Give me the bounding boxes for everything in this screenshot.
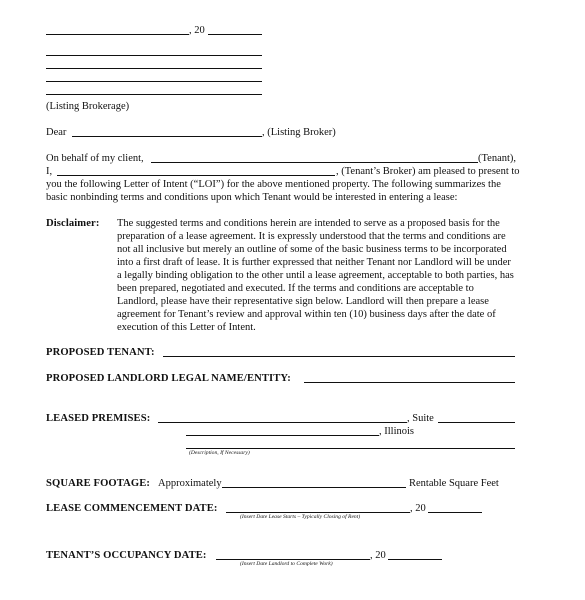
illinois-label: , Illinois <box>379 426 415 437</box>
intro-line2-prefix: I, <box>46 166 53 177</box>
square-footage-label: SQUARE FOOTAGE: <box>46 478 151 489</box>
proposed-landlord-line[interactable] <box>304 382 515 383</box>
tenant-occupancy-line[interactable] <box>216 559 370 560</box>
lease-commencement-label: LEASE COMMENCEMENT DATE: <box>46 503 218 514</box>
disclaimer-line: Landlord, please have their representative sign below. Landlord will then prepare a lease <box>117 296 489 307</box>
client-name-line[interactable] <box>151 162 478 163</box>
disclaimer-text <box>117 217 540 334</box>
proposed-tenant-label: PROPOSED TENANT: <box>46 347 155 358</box>
tenant-occupancy-hint: (Insert Date Landlord to Complete Work) <box>240 561 333 567</box>
brokerage-line-1[interactable] <box>46 55 262 56</box>
disclaimer-line: preparation of a lease agreement. It is expressly understood that the terms and conditions are <box>117 231 506 242</box>
intro-line2-suffix: , (Tenant’s Broker) am pleased to present to <box>336 166 520 177</box>
lease-commencement-hint: (Insert Date Lease Starts – Typically Closing of Rent) <box>240 514 361 520</box>
listing-brokerage-label: (Listing Brokerage) <box>46 101 130 112</box>
listing-broker-suffix: , (Listing Broker) <box>262 127 336 138</box>
disclaimer-line: The suggested terms and conditions herein are intended to serve as a proposed basis for the <box>117 218 500 229</box>
tenant-occupancy-label: TENANT’S OCCUPANCY DATE: <box>46 550 207 561</box>
disclaimer-line: execution of this Letter of Intent. <box>117 322 256 333</box>
disclaimer-line: agreement for Tenant’s review and approval within ten (10) business days after the date of <box>117 309 496 320</box>
approximately-label: Approximately <box>158 478 222 489</box>
brokerage-line-2[interactable] <box>46 68 262 69</box>
lease-commencement-year: , 20 <box>410 503 426 514</box>
intro-line1-prefix: On behalf of my client, <box>46 153 144 164</box>
brokerage-line-3[interactable] <box>46 81 262 82</box>
proposed-landlord-label: PROPOSED LANDLORD LEGAL NAME/ENTITY: <box>46 373 291 384</box>
date-year-line[interactable] <box>208 34 262 35</box>
dear-name-line[interactable] <box>72 136 262 137</box>
suite-line[interactable] <box>438 422 515 423</box>
brokerage-line-4[interactable] <box>46 94 262 95</box>
date-line[interactable] <box>46 34 189 35</box>
disclaimer-line: been prepared, negotiated and executed. If the terms and conditions are acceptable to <box>117 283 474 294</box>
leased-premises-label: LEASED PREMISES: <box>46 413 151 424</box>
disclaimer-line: into a first draft of lease. It is further expressed that neither Tenant nor Landlord will be under <box>117 257 511 268</box>
city-line[interactable] <box>186 435 379 436</box>
suite-label: , Suite <box>407 413 434 424</box>
disclaimer-line: not all inclusive but merely an outline of some of the basic business terms to be incorporated <box>117 244 507 255</box>
dear-label: Dear <box>46 127 67 138</box>
proposed-tenant-line[interactable] <box>163 356 515 357</box>
description-hint: (Description, If Necessary) <box>189 450 250 456</box>
date-year-prefix: , 20 <box>189 25 205 36</box>
tenant-occupancy-year: , 20 <box>370 550 386 561</box>
intro-line3: you the following Letter of Intent (“LOI”) for the above mentioned property. The following summarizes the <box>46 179 501 190</box>
description-line[interactable] <box>186 448 515 449</box>
tenant-occupancy-year-line[interactable] <box>388 559 442 560</box>
intro-line1-suffix: (Tenant), <box>478 153 517 164</box>
leased-premises-line[interactable] <box>158 422 407 423</box>
square-footage-line[interactable] <box>222 487 406 488</box>
lease-commencement-year-line[interactable] <box>428 512 482 513</box>
tenant-broker-name-line[interactable] <box>57 175 335 176</box>
lease-commencement-line[interactable] <box>226 512 410 513</box>
intro-line4: basic nonbinding terms and conditions upon which Tenant would be interested in entering a lease: <box>46 192 458 203</box>
rentable-sf-label: Rentable Square Feet <box>409 478 499 489</box>
disclaimer-label: Disclaimer: <box>46 218 100 229</box>
disclaimer-line: a legally binding obligation to the other until a lease agreement, acceptable to both parties, has <box>117 270 514 281</box>
